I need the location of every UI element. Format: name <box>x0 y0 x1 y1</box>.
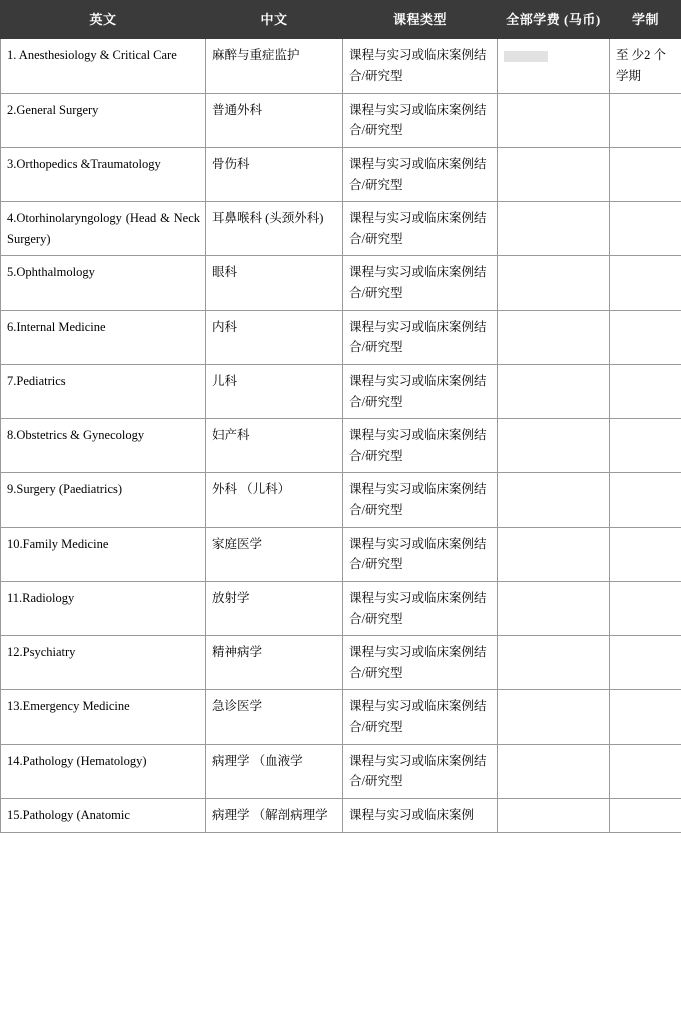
cell-total-tuition <box>498 636 610 690</box>
cell-duration <box>610 256 681 310</box>
table-row <box>1 690 681 744</box>
cell-course-type: 课程与实习或临床案例 <box>343 798 498 832</box>
cell-course-type: 课程与实习或临床案例结合/研究型 <box>343 636 498 690</box>
cell-total-tuition <box>498 364 610 418</box>
cell-course-type: 课程与实习或临床案例结合/研究型 <box>343 256 498 310</box>
table-header-row <box>1 1 681 39</box>
table-row <box>1 798 681 832</box>
cell-course-type: 课程与实习或临床案例结合/研究型 <box>343 581 498 635</box>
cell-total-tuition <box>498 473 610 527</box>
cell-chinese-name: 普通外科 <box>206 93 343 147</box>
cell-total-tuition <box>498 310 610 364</box>
cell-course-type: 课程与实习或临床案例结合/研究型 <box>343 744 498 798</box>
cell-course-type: 课程与实习或临床案例结合/研究型 <box>343 473 498 527</box>
cell-chinese-name: 眼科 <box>206 256 343 310</box>
table-row <box>1 93 681 147</box>
cell-course-type: 课程与实习或临床案例结合/研究型 <box>343 202 498 256</box>
cell-duration <box>610 93 681 147</box>
column-header-english: 英文 <box>1 1 206 39</box>
table-row <box>1 256 681 310</box>
cell-total-tuition <box>498 93 610 147</box>
cell-english-name: 10.Family Medicine <box>1 527 206 581</box>
cell-english-name: 6.Internal Medicine <box>1 310 206 364</box>
cell-course-type: 课程与实习或临床案例结合/研究型 <box>343 310 498 364</box>
cell-total-tuition <box>498 419 610 473</box>
cell-chinese-name: 内科 <box>206 310 343 364</box>
cell-chinese-name: 麻醉与重症监护 <box>206 39 343 93</box>
table-row <box>1 364 681 418</box>
column-header-total-tuition: 全部学费 (马币) <box>498 1 610 39</box>
cell-course-type: 课程与实习或临床案例结合/研究型 <box>343 690 498 744</box>
table-row <box>1 636 681 690</box>
cell-duration <box>610 202 681 256</box>
table-row <box>1 581 681 635</box>
cell-english-name: 7.Pediatrics <box>1 364 206 418</box>
cell-chinese-name: 骨伤科 <box>206 147 343 201</box>
cell-english-name: 14.Pathology (Hematology) <box>1 744 206 798</box>
cell-course-type: 课程与实习或临床案例结合/研究型 <box>343 39 498 93</box>
cell-duration <box>610 636 681 690</box>
cell-chinese-name: 病理学 （血液学 <box>206 744 343 798</box>
cell-total-tuition <box>498 147 610 201</box>
cell-chinese-name: 妇产科 <box>206 419 343 473</box>
cell-english-name: 4.Otorhinolaryngology (Head & Neck Surgery) <box>1 202 206 256</box>
cell-english-name: 15.Pathology (Anatomic <box>1 798 206 832</box>
cell-duration: 至 少2 个学期 <box>610 39 681 93</box>
cell-english-name: 5.Ophthalmology <box>1 256 206 310</box>
cell-chinese-name: 耳鼻喉科 (头颈外科) <box>206 202 343 256</box>
cell-duration <box>610 744 681 798</box>
cell-duration <box>610 147 681 201</box>
cell-total-tuition <box>498 527 610 581</box>
table-row <box>1 147 681 201</box>
table-row <box>1 744 681 798</box>
cell-total-tuition <box>498 690 610 744</box>
cell-duration <box>610 690 681 744</box>
cell-english-name: 1. Anesthesiology & Critical Care <box>1 39 206 93</box>
cell-total-tuition <box>498 581 610 635</box>
cell-chinese-name: 精神病学 <box>206 636 343 690</box>
cell-duration <box>610 527 681 581</box>
cell-course-type: 课程与实习或临床案例结合/研究型 <box>343 93 498 147</box>
table-row <box>1 473 681 527</box>
table-header <box>1 1 681 39</box>
cell-duration <box>610 310 681 364</box>
cell-duration <box>610 364 681 418</box>
cell-chinese-name: 家庭医学 <box>206 527 343 581</box>
cell-english-name: 2.General Surgery <box>1 93 206 147</box>
table-row <box>1 527 681 581</box>
cell-duration <box>610 419 681 473</box>
cell-total-tuition <box>498 39 610 93</box>
redacted-tuition-block <box>504 51 548 62</box>
cell-chinese-name: 病理学 （解剖病理学 <box>206 798 343 832</box>
table-row <box>1 39 681 93</box>
cell-chinese-name: 放射学 <box>206 581 343 635</box>
cell-chinese-name: 急诊医学 <box>206 690 343 744</box>
table-body <box>1 39 681 832</box>
cell-course-type: 课程与实习或临床案例结合/研究型 <box>343 364 498 418</box>
column-header-duration: 学制 <box>610 1 681 39</box>
cell-total-tuition <box>498 798 610 832</box>
cell-english-name: 13.Emergency Medicine <box>1 690 206 744</box>
cell-course-type: 课程与实习或临床案例结合/研究型 <box>343 147 498 201</box>
cell-english-name: 9.Surgery (Paediatrics) <box>1 473 206 527</box>
cell-total-tuition <box>498 744 610 798</box>
cell-english-name: 8.Obstetrics & Gynecology <box>1 419 206 473</box>
cell-duration <box>610 581 681 635</box>
cell-total-tuition <box>498 202 610 256</box>
column-header-chinese: 中文 <box>206 1 343 39</box>
cell-course-type: 课程与实习或临床案例结合/研究型 <box>343 527 498 581</box>
cell-english-name: 11.Radiology <box>1 581 206 635</box>
cell-duration <box>610 798 681 832</box>
cell-course-type: 课程与实习或临床案例结合/研究型 <box>343 419 498 473</box>
column-header-course-type: 课程类型 <box>343 1 498 39</box>
table-row <box>1 310 681 364</box>
table-row <box>1 419 681 473</box>
cell-total-tuition <box>498 256 610 310</box>
cell-english-name: 3.Orthopedics &Traumatology <box>1 147 206 201</box>
cell-chinese-name: 儿科 <box>206 364 343 418</box>
cell-chinese-name: 外科 （儿科） <box>206 473 343 527</box>
cell-english-name: 12.Psychiatry <box>1 636 206 690</box>
cell-duration <box>610 473 681 527</box>
table-row <box>1 202 681 256</box>
